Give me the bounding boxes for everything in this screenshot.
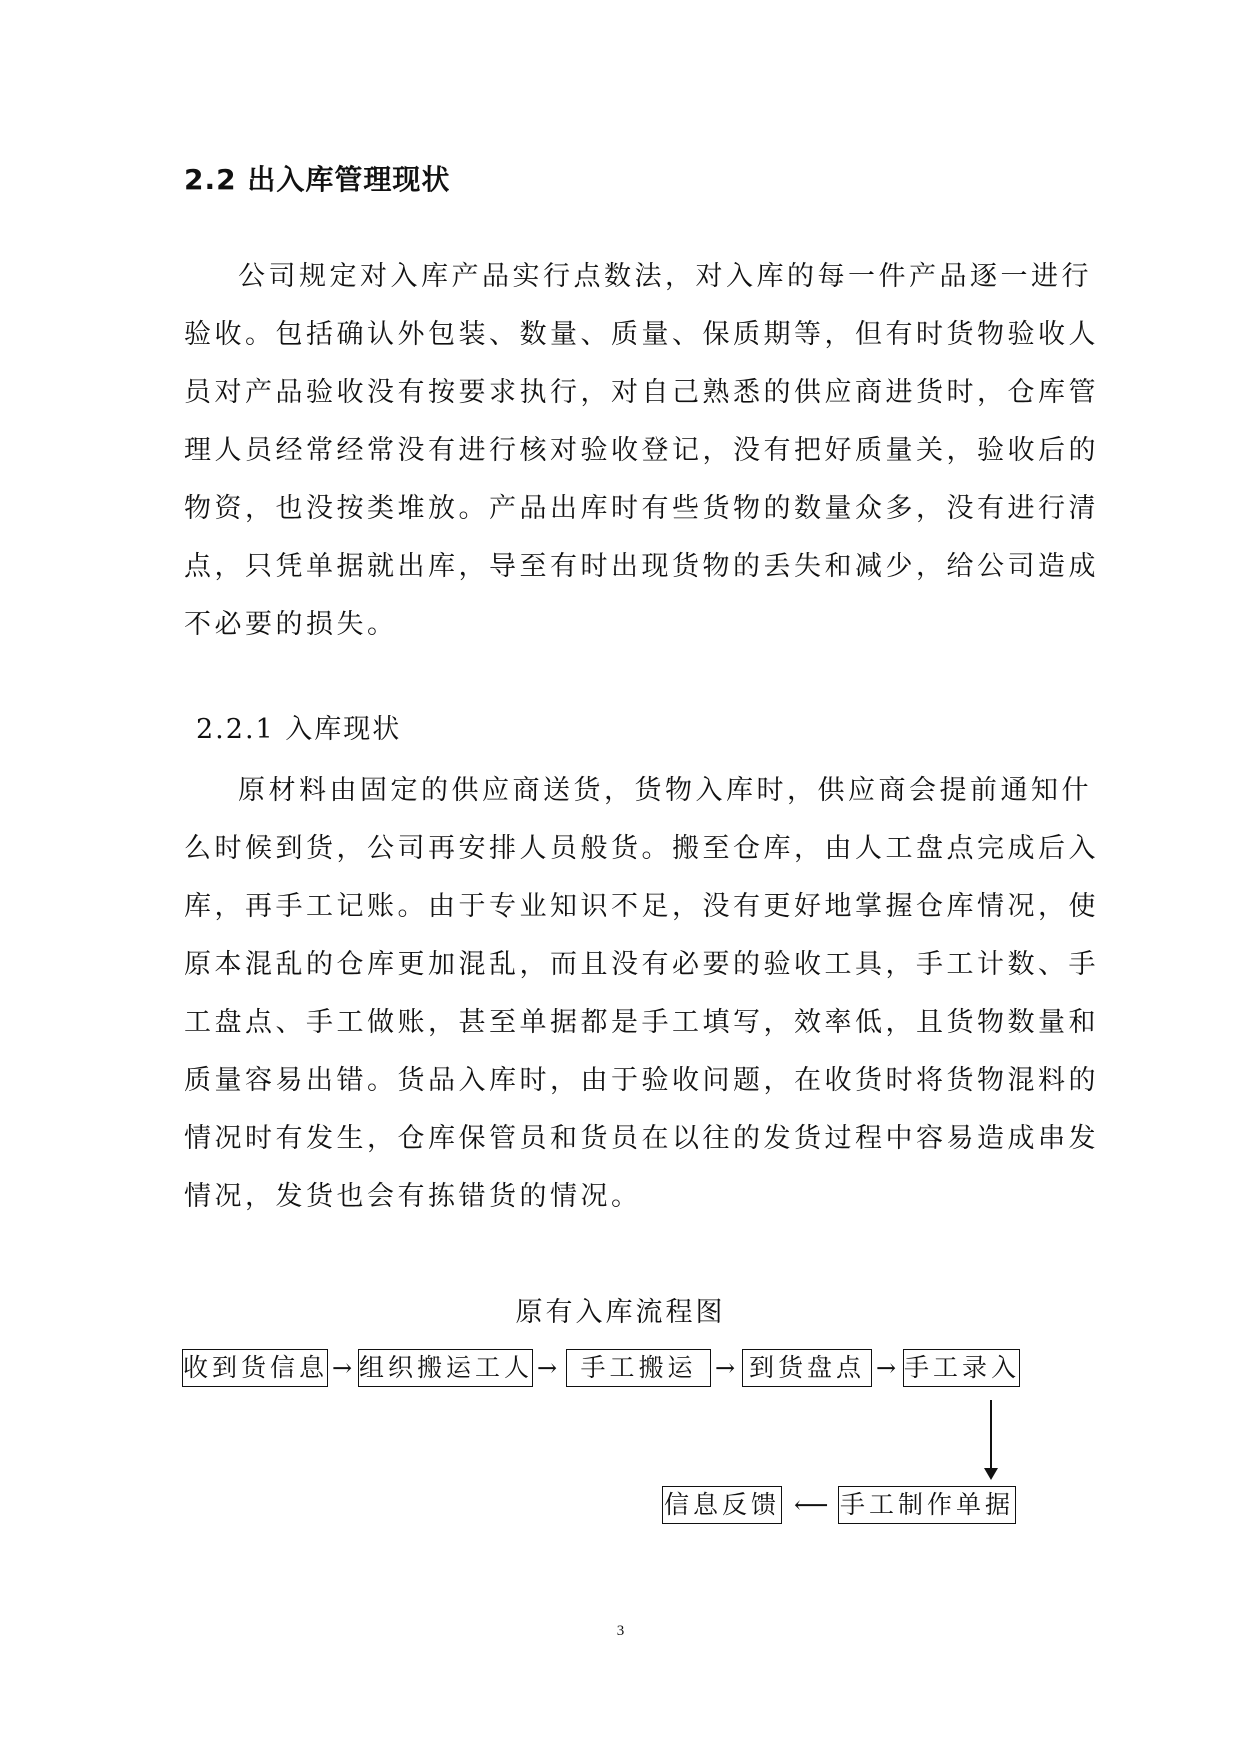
flow-step-manual-document: 手工制作单据 [838,1486,1016,1524]
paragraph-line: 工盘点、手工做账，甚至单据都是手工填写，效率低，且货物数量和 [184,1007,1099,1038]
paragraph-line: 公司规定对入库产品实行点数法，对入库的每一件产品逐一进行 [238,261,1092,292]
flow-step-manual-entry: 手工录入 [903,1349,1020,1387]
arrow-left-icon: ⟵ [794,1491,829,1519]
flowchart-title: 原有入库流程图 [515,1297,726,1328]
paragraph-line: 情况，发货也会有拣错货的情况。 [184,1181,642,1212]
paragraph-line: 么时候到货，公司再安排人员般货。搬至仓库，由人工盘点完成后入 [184,833,1099,864]
paragraph-line: 验收。包括确认外包装、数量、质量、保质期等，但有时货物验收人 [184,319,1099,350]
subsection-paragraph [184,762,1099,1226]
page-number: 3 [616,1623,625,1639]
paragraph-line: 员对产品验收没有按要求执行，对自己熟悉的供应商进货时，仓库管 [184,377,1099,408]
paragraph-line: 库，再手工记账。由于专业知识不足，没有更好地掌握仓库情况，使 [184,891,1099,922]
arrow-right-icon: → [876,1354,897,1382]
paragraph-line: 不必要的损失。 [184,609,398,640]
down-connector-line [990,1400,992,1470]
flow-step-info-feedback: 信息反馈 [662,1486,782,1524]
paragraph-line: 物资，也没按类堆放。产品出库时有些货物的数量众多，没有进行清 [184,493,1099,524]
flow-step-arrival-count: 到货盘点 [742,1349,872,1387]
flow-step-organize-porters: 组织搬运工人 [358,1349,533,1387]
subsection-heading: 2.2.1 入库现状 [196,714,402,745]
paragraph-line: 点，只凭单据就出库，导至有时出现货物的丢失和减少，给公司造成 [184,551,1099,582]
arrow-down-icon [984,1468,998,1480]
paragraph-line: 质量容易出错。货品入库时，由于验收问题，在收货时将货物混料的 [184,1065,1099,1096]
flow-step-receive-info: 收到货信息 [182,1349,328,1387]
arrow-right-icon: → [537,1354,558,1382]
paragraph-line: 原本混乱的仓库更加混乱，而且没有必要的验收工具，手工计数、手 [184,949,1099,980]
section-heading: 2.2 出入库管理现状 [184,163,451,196]
section-paragraph [184,248,1099,654]
paragraph-line: 原材料由固定的供应商送货，货物入库时，供应商会提前通知什 [238,775,1092,806]
paragraph-line: 情况时有发生，仓库保管员和货员在以往的发货过程中容易造成串发 [184,1123,1099,1154]
arrow-right-icon: → [715,1354,736,1382]
flow-step-manual-transport: 手工搬运 [566,1349,711,1387]
arrow-right-icon: → [332,1354,353,1382]
paragraph-line: 理人员经常经常没有进行核对验收登记，没有把好质量关，验收后的 [184,435,1099,466]
